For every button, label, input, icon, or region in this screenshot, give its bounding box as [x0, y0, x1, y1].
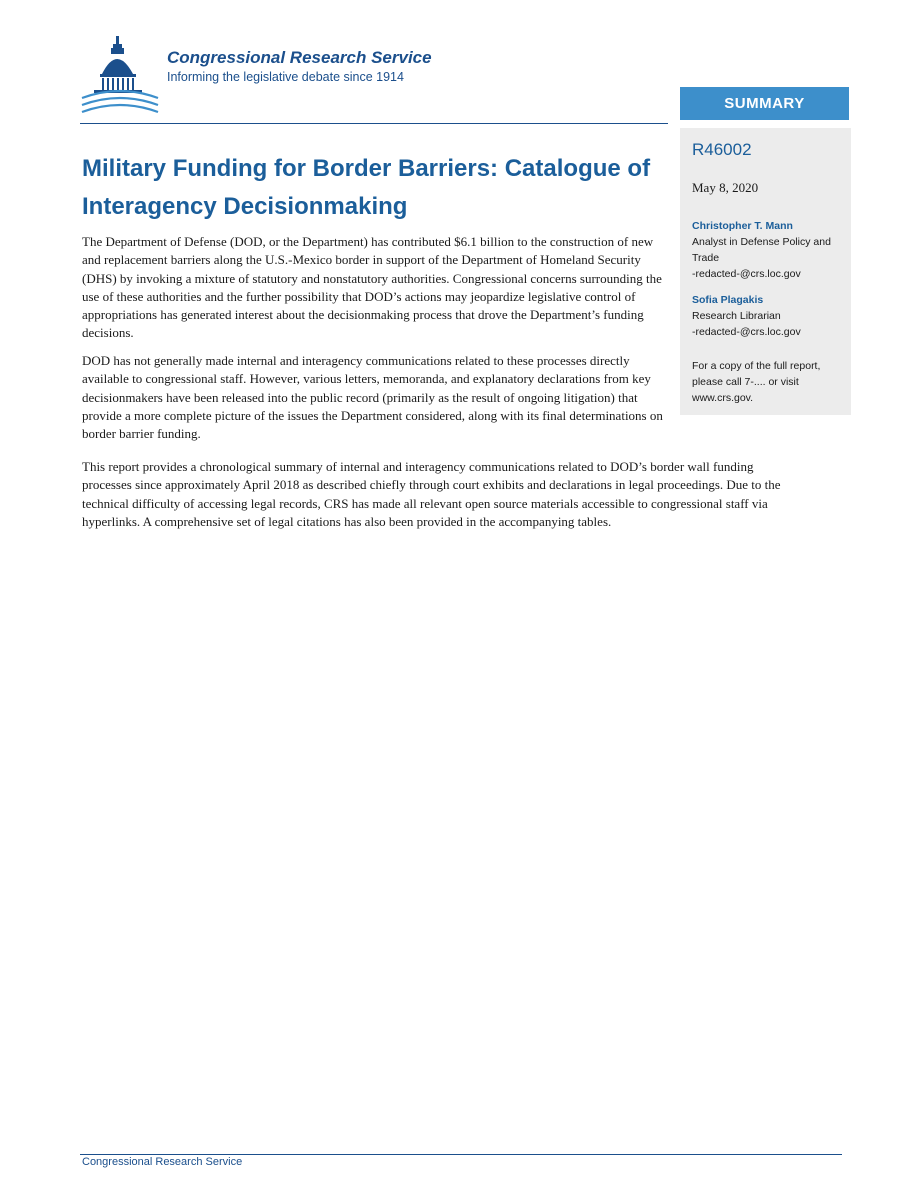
summary-paragraph-2: DOD has not generally made internal and interagency communications related to these processes directly available to congressional staff. However, various letters, memoranda, and explanatory declarations from key decisionmakers have been released into the public record (primarily as the result of ongoing litigation) that provide a more complete picture of the issues the Department considered, along with its final determinations on border barrier funding. — [82, 353, 663, 442]
org-tagline: Informing the legislative debate since 1914 — [167, 70, 404, 84]
report-date: May 8, 2020 — [692, 180, 759, 195]
copy-note: For a copy of the full report, please call 7-.... or visit www.crs.gov. — [692, 360, 821, 404]
footer-org-name: Congressional Research Service — [82, 1156, 243, 1168]
report-number: R46002 — [692, 140, 752, 159]
report-info-panel — [680, 128, 851, 415]
capitol-dome-icon — [80, 34, 160, 122]
author-email[interactable]: -redacted-@crs.loc.gov — [692, 268, 801, 280]
summary-heading: SUMMARY — [680, 87, 849, 120]
footer-divider — [80, 1154, 842, 1155]
summary-paragraph-3: This report provides a chronological summary of internal and interagency communications related to DOD’s border wall funding processes since approximately April 2018 as described chiefly through court exhibits and declarations in legal proceedings. Due to the technical difficulty of accessing legal records, CRS has made all relevant open source materials accessible to congressional staff via hyperlinks. A comprehensive set of legal citations has also been provided in the accompanying tables. — [82, 459, 781, 529]
author-role: Research Librarian — [692, 310, 781, 322]
author-role: Analyst in Defense Policy and Trade — [692, 236, 831, 264]
author-block — [692, 218, 842, 282]
summary-paragraph-1: The Department of Defense (DOD, or the Department) has contributed $6.1 billion to the construction of new and replacement barriers along the U.S.-Mexico border in support of the Department of Homeland Security (DHS) by invoking a mixture of statutory and nonstatutory authorities. Congressional concerns surrounding the use of these authorities and the further possibility that DOD’s actions may jeopardize legislative control of appropriations has generated interest about the decisionmaking process that drove the Department’s funding decisions. — [82, 234, 662, 341]
author-name: Christopher T. Mann — [692, 220, 793, 232]
org-name: Congressional Research Service — [167, 48, 432, 67]
author-email[interactable]: -redacted-@crs.loc.gov — [692, 326, 801, 338]
crs-logo — [80, 34, 680, 124]
author-name: Sofia Plagakis — [692, 294, 764, 306]
page-title: Military Funding for Border Barriers: Catalogue of Interagency Decisionmaking — [82, 155, 651, 220]
header-divider — [80, 123, 668, 124]
author-block — [692, 292, 842, 340]
